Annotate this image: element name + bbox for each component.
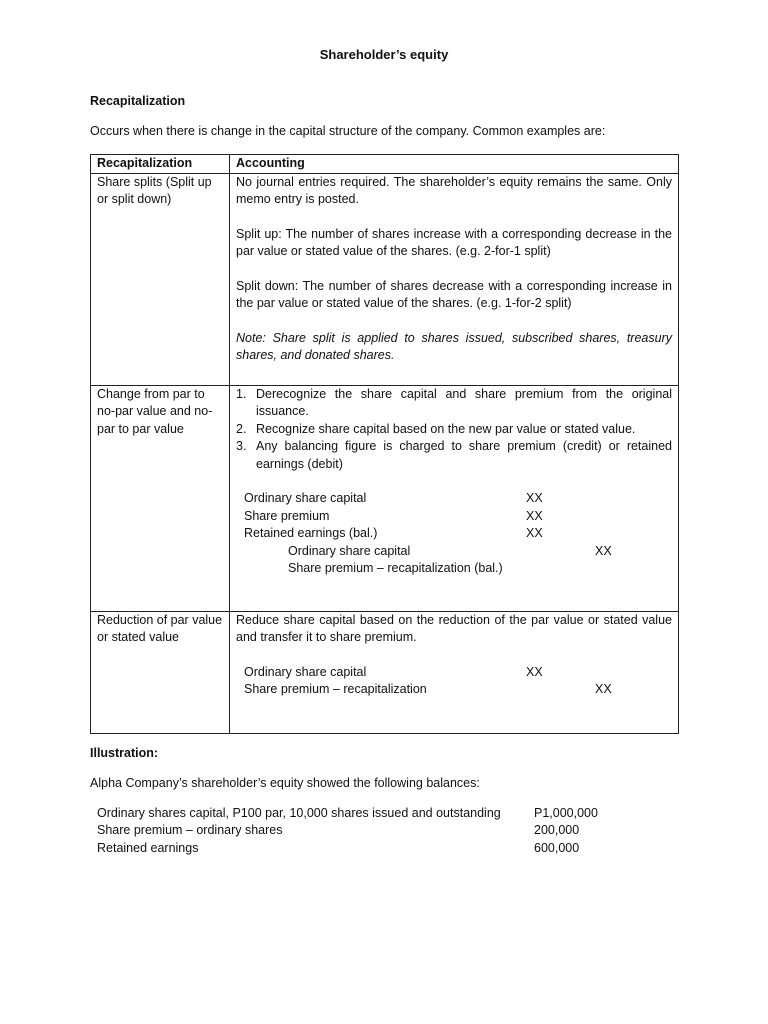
journal-line: Ordinary share capital XX	[244, 664, 543, 679]
list-item: 2. Recognize share capital based on the new par value or stated value.	[236, 421, 636, 436]
header-recapitalization: Recapitalization	[91, 155, 230, 174]
table-row	[91, 385, 679, 611]
paragraph: Split up: The number of shares increase with a corresponding decrease in the par value or stated value of the shares. (e.g. 2-for-1 split)	[236, 226, 672, 258]
illustration-intro: Alpha Company’s shareholder’s equity showed the following balances:	[90, 776, 480, 790]
paragraph: No journal entries required. The shareholder’s equity remains the same. Only memo entry is posted.	[236, 174, 672, 206]
row-label-par-change: Change from par to no-par value and no-par to par value	[91, 385, 230, 611]
steps-list	[236, 386, 672, 474]
row-content-par-reduction	[230, 611, 679, 733]
journal-line: Share premium – recapitalization (bal.)	[288, 561, 503, 575]
list-item: 1. Derecognize the share capital and share premium from the original issuance.	[236, 386, 672, 418]
note: Note: Share split is applied to shares issued, subscribed shares, treasury shares, and donated shares.	[236, 330, 672, 362]
illustration-heading: Illustration:	[90, 746, 159, 760]
paragraph: Reduce share capital based on the reduction of the par value or stated value and transfer it to share premium.	[236, 612, 672, 644]
row-content-par-change	[230, 385, 679, 611]
journal-line: Ordinary share capital XX	[244, 491, 543, 505]
row-label-share-splits: Share splits (Split up or split down)	[91, 173, 230, 385]
paragraph: Split down: The number of shares decrease with a corresponding increase in the par value or stated value of the shares. (e.g. 1-for-2 split)	[236, 278, 672, 310]
row-content-share-splits	[230, 173, 679, 385]
table-header-row	[91, 155, 679, 174]
table-row	[91, 173, 679, 385]
intro-text: Occurs when there is change in the capital structure of the company. Common examples are:	[90, 124, 606, 138]
header-accounting: Accounting	[230, 155, 679, 174]
row-label-par-reduction: Reduction of par value or stated value	[91, 611, 230, 733]
balance-row: Retained earnings 600,000	[97, 841, 580, 855]
journal-line: Share premium XX	[244, 508, 543, 523]
page-title: Shareholder’s equity	[319, 47, 449, 62]
journal-line: Retained earnings (bal.) XX	[244, 526, 543, 540]
balance-row: Ordinary shares capital, P100 par, 10,000 shares issued and outstanding P1,000,000	[97, 806, 598, 820]
balance-row: Share premium – ordinary shares 200,000	[97, 823, 580, 837]
recapitalization-table	[90, 154, 679, 734]
list-item: 3. Any balancing figure is charged to share premium (credit) or retained earnings (debit)	[236, 439, 672, 471]
section-heading: Recapitalization	[90, 94, 186, 108]
journal-line: Share premium – recapitalization XX	[244, 682, 612, 696]
table-row	[91, 611, 679, 733]
journal-line: Ordinary share capital XX	[288, 543, 612, 558]
